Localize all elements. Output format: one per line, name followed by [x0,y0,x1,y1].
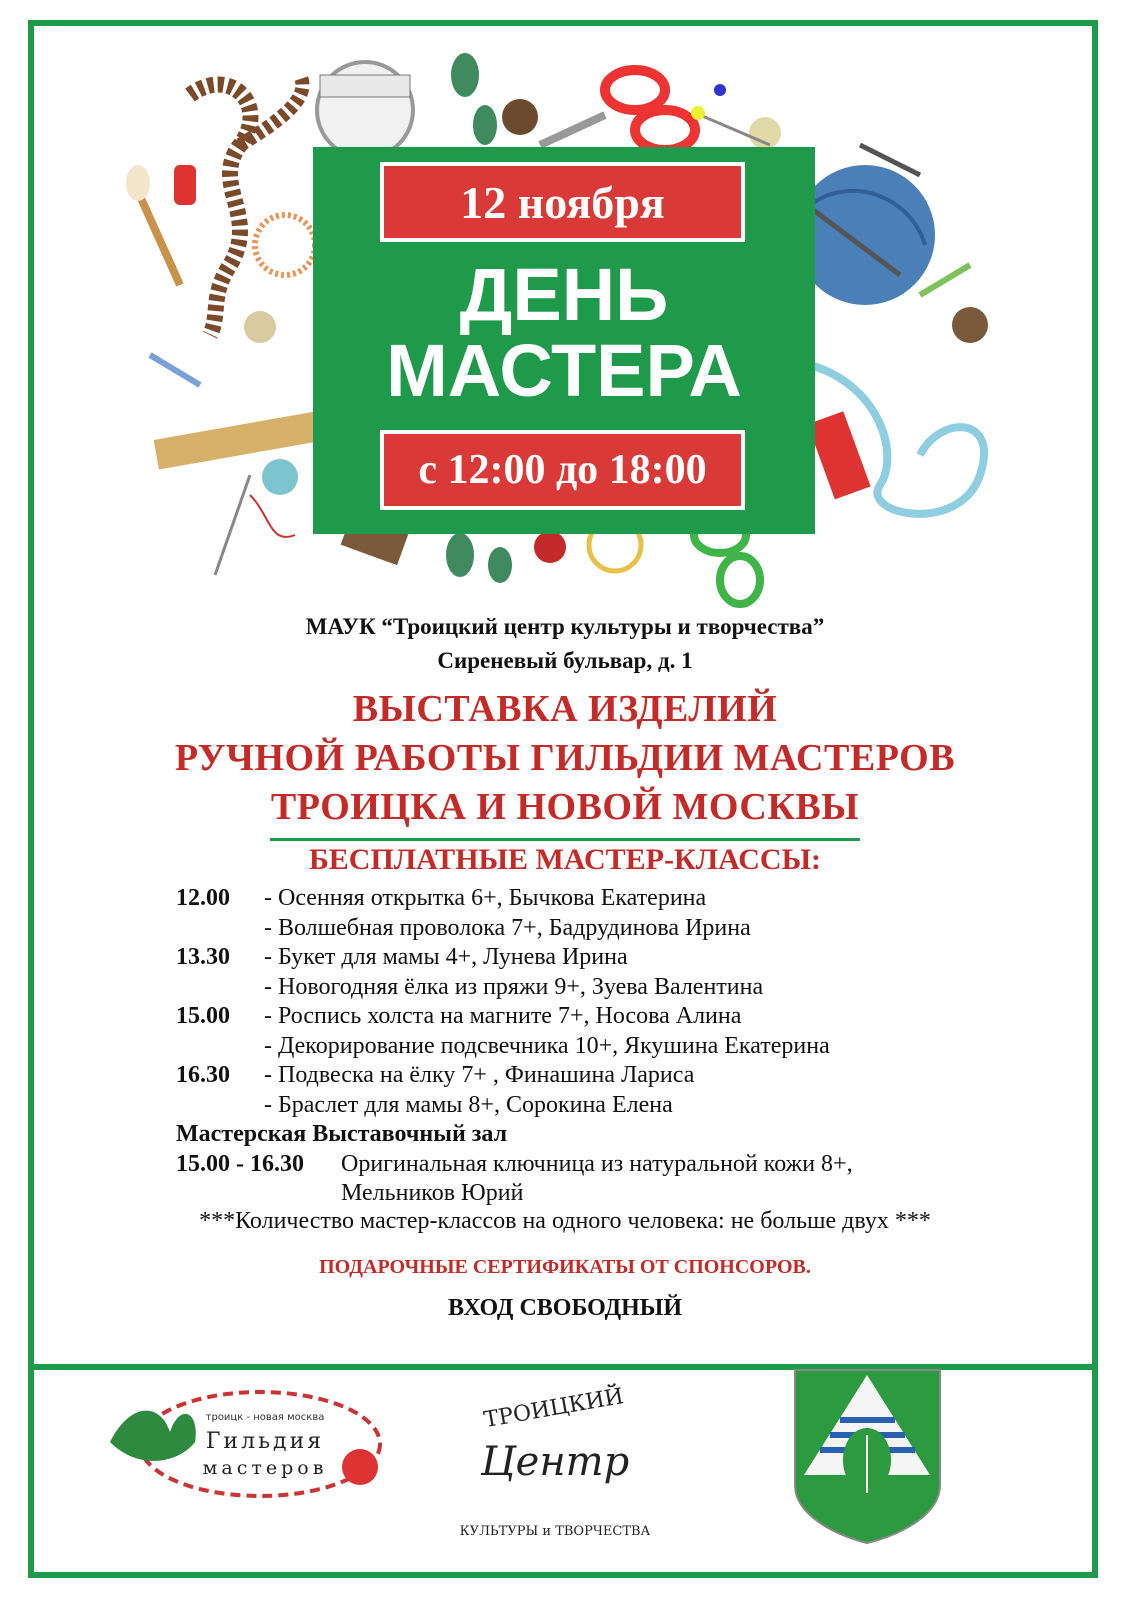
culture-center-logo [460,1375,650,1565]
schedule-time [176,914,264,944]
schedule-item: - Осенняя открытка 6+, Бычкова Екатерина [264,885,707,911]
schedule-row [176,973,1076,1003]
schedule-item: - Новогодняя ёлка из пряжи 9+, Зуева Валентина [264,973,764,1000]
scissors-icon [540,70,695,150]
event-title-line1: ДЕНЬ [459,253,669,336]
event-time: с 12:00 до 18:00 [380,430,745,510]
hall-heading: Мастерская Выставочный зал [176,1121,508,1147]
schedule-time [176,973,264,1003]
schedule-item: - Браслет для мамы 8+, Сорокина Елена [264,1091,673,1118]
schedule [176,884,1076,1209]
schedule-time: 15.00 [176,1003,230,1029]
schedule-row [176,1091,1076,1121]
schedule-time: 13.30 [176,944,230,970]
exhibition-line2: РУЧНОЙ РАБОТЫ ГИЛЬДИИ МАСТЕРОВ [174,737,956,779]
gift-certificates: ПОДАРОЧНЫЕ СЕРТИФИКАТЫ ОТ СПОНСОРОВ. [319,1256,811,1278]
schedule-row [176,884,1076,914]
masterclasses-heading: БЕСПЛАТНЫЕ МАСТЕР-КЛАССЫ: [270,838,860,877]
svg-text:ТРОИЦКИЙ: ТРОИЦКИЙ [482,1384,626,1434]
measuring-tape-icon [317,62,413,158]
organizer-name: МАУК “Троицкий центр культуры и творчества” [305,614,825,639]
hall-item-teacher: Мельников Юрий [341,1180,524,1206]
svg-text:Гильдия: Гильдия [205,1429,325,1454]
ruler-icon [154,410,327,469]
event-date: 12 ноября [380,162,745,242]
schedule-time: 16.30 [176,1062,230,1088]
schedule-item: - Букет для мамы 4+, Лунева Ирина [264,944,628,970]
limit-note: ***Количество мастер-классов на одного человека: не больше двух *** [199,1208,931,1234]
hall-time: 15.00 - 16.30 [176,1150,304,1177]
exhibition-heading [0,685,1130,832]
schedule-item: - Декорирование подсвечника 10+, Якушина Екатерина [264,1032,830,1059]
schedule-row [176,914,1076,944]
schedule-row [176,1032,1076,1062]
svg-text:троицк - новая москва: троицк - новая москва [205,1412,325,1423]
organizer-address: Сиреневый бульвар, д. 1 [437,648,693,673]
hall-item: Оригинальная ключница из натуральной кожи 8+, [341,1150,853,1177]
schedule-time [176,1032,264,1062]
schedule-item: - Подвеска на ёлку 7+ , Финашина Лариса [264,1062,695,1088]
event-title [313,253,815,412]
hall-row [176,1179,1076,1209]
svg-text:Центр: Центр [480,1439,630,1485]
event-title-line2: МАСТЕРА [386,329,742,412]
schedule-row [176,1002,1076,1032]
strawberry-icon [342,1449,378,1485]
hero-banner [313,147,815,534]
schedule-time: 12.00 [176,885,230,911]
schedule-time [176,1091,264,1121]
svg-text:мастеров: мастеров [202,1457,328,1479]
hall-row [176,1150,1076,1180]
schedule-item: - Роспись холста на магните 7+, Носова Алина [264,1003,742,1029]
troitsk-coat-of-arms [790,1365,945,1547]
schedule-row [176,1061,1076,1091]
guild-logo [100,1382,390,1512]
free-entry: ВХОД СВОБОДНЫЙ [447,1295,683,1321]
schedule-row [176,943,1076,973]
schedule-item: - Волшебная проволока 7+, Бадрудинова Ирина [264,914,751,941]
ribbon-icon [190,75,303,335]
exhibition-line1: ВЫСТАВКА ИЗДЕЛИЙ [352,688,778,730]
organizer-block [0,610,1130,678]
svg-text:КУЛЬТУРЫ и ТВОРЧЕСТВА: КУЛЬТУРЫ и ТВОРЧЕСТВА [460,1524,650,1539]
exhibition-line3: ТРОИЦКА И НОВОЙ МОСКВЫ [270,786,860,828]
leaf-icon [110,1411,196,1461]
